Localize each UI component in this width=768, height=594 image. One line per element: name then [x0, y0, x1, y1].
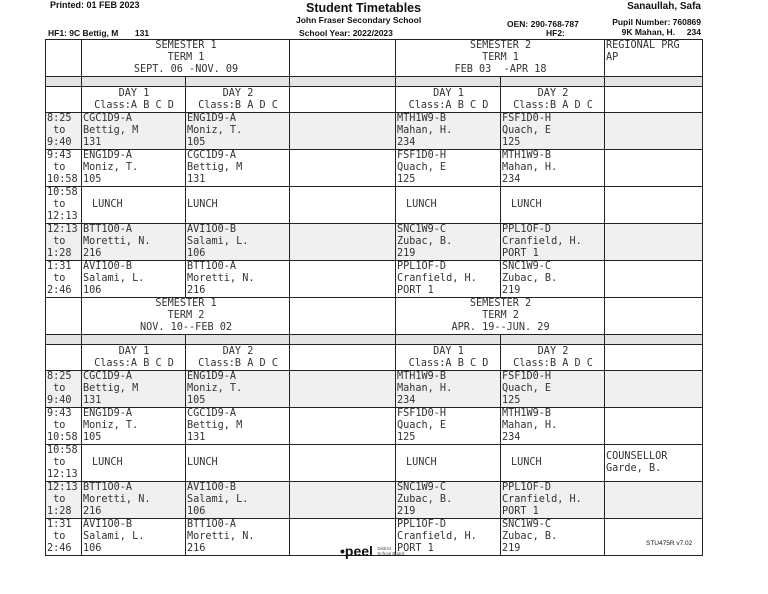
separator-cell — [82, 77, 186, 87]
day-header: DAY 2 Class:B A D C — [501, 345, 605, 371]
blank-column — [290, 150, 396, 187]
separator-cell — [290, 77, 396, 87]
period-row — [46, 224, 703, 261]
period-time: 12:13 to 1:28 — [46, 482, 82, 519]
logo-district: District — [377, 546, 392, 551]
semester-title: SEMESTER 2 — [469, 298, 532, 309]
separator-cell — [396, 77, 501, 87]
period-row — [46, 187, 703, 224]
day-header: DAY 2 Class:B A D C — [186, 87, 290, 113]
course-cell: PPL1OF-D Cranfield, H. PORT 1 — [396, 519, 501, 556]
semester-block — [82, 298, 290, 335]
semester-header-row — [46, 298, 703, 335]
separator-cell — [186, 77, 290, 87]
course-cell: ENG1D9-A Moniz, T. 105 — [82, 150, 186, 187]
course-cell: FSF1D0-H Quach, E 125 — [501, 371, 605, 408]
course-cell: MTH1W9-B Mahan, H. 234 — [396, 113, 501, 150]
logo-board: School Board — [377, 551, 405, 556]
course-cell: CGC1D9-A Bettig, M 131 — [82, 113, 186, 150]
homeform-1: HF1: 9C Bettig, M 131 — [48, 28, 150, 38]
day-header-row — [46, 345, 703, 371]
blank-column — [290, 261, 396, 298]
semester-term: TERM 2 — [167, 310, 205, 321]
course-cell: AVI1O0-B Salami, L. 106 — [186, 224, 290, 261]
semester-dates: SEPT. 06 -NOV. 09 — [133, 64, 239, 75]
extra-cell — [605, 371, 703, 408]
course-cell: SNC1W9-C Zubac, B. 219 — [501, 261, 605, 298]
extra-header — [605, 298, 703, 335]
period-time: 10:58 to 12:13 — [46, 187, 82, 224]
blank-column — [290, 371, 396, 408]
period-row — [46, 150, 703, 187]
time-corner — [46, 40, 82, 77]
blank-column — [290, 482, 396, 519]
course-cell: SNC1W9-C Zubac, B. 219 — [396, 482, 501, 519]
lunch-cell: LUNCH — [501, 445, 605, 482]
course-cell: MTH1W9-B Mahan, H. 234 — [501, 408, 605, 445]
course-cell: SNC1W9-C Zubac, B. 219 — [501, 519, 605, 556]
day-header: DAY 1 Class:A B C D — [396, 345, 501, 371]
blank-column — [290, 298, 396, 335]
day-header: DAY 1 Class:A B C D — [82, 345, 186, 371]
extra-cell — [605, 519, 703, 556]
lunch-cell: LUNCH — [396, 187, 501, 224]
semester-header-row — [46, 40, 703, 77]
semester-title: SEMESTER 2 — [469, 40, 532, 51]
separator-cell — [46, 335, 82, 345]
course-cell: BTT1O0-A Moretti, N. 216 — [82, 482, 186, 519]
period-time: 1:31 to 2:46 — [46, 519, 82, 556]
course-cell: MTH1W9-B Mahan, H. 234 — [396, 371, 501, 408]
extra-cell — [605, 150, 703, 187]
course-cell: ENG1D9-A Moniz, T. 105 — [186, 113, 290, 150]
blank-column — [290, 445, 396, 482]
course-cell: BTT1O0-A Moretti, N. 216 — [186, 519, 290, 556]
separator-cell — [501, 77, 605, 87]
semester-term: TERM 1 — [482, 52, 519, 63]
course-cell: CGC1D9-A Bettig, M 131 — [186, 150, 290, 187]
printed-date: Printed: 01 FEB 2023 — [50, 0, 140, 10]
period-time: 1:31 to 2:46 — [46, 261, 82, 298]
extra-cell — [605, 224, 703, 261]
separator-cell — [186, 335, 290, 345]
lunch-cell: LUNCH — [186, 187, 290, 224]
course-cell: CGC1D9-A Bettig, M 131 — [186, 408, 290, 445]
blank-column — [290, 408, 396, 445]
course-cell: ENG1D9-A Moniz, T. 105 — [186, 371, 290, 408]
course-cell: PPL1OF-D Cranfield, H. PORT 1 — [501, 224, 605, 261]
semester-block — [82, 40, 290, 77]
report-version: STU475R v7.02 — [646, 540, 693, 547]
period-time: 9:43 to 10:58 — [46, 150, 82, 187]
separator-cell — [501, 335, 605, 345]
separator-cell — [46, 77, 82, 87]
course-cell: BTT1O0-A Moretti, N. 216 — [186, 261, 290, 298]
oen-number: OEN: 290-768-787 — [507, 19, 579, 29]
period-time: 8:25 to 9:40 — [46, 371, 82, 408]
course-cell: MTH1W9-B Mahan, H. 234 — [501, 150, 605, 187]
lunch-cell: LUNCH — [82, 187, 186, 224]
semester-dates: NOV. 10--FEB 02 — [139, 322, 232, 333]
period-time: 9:43 to 10:58 — [46, 408, 82, 445]
separator-cell — [396, 335, 501, 345]
period-time: 10:58 to 12:13 — [46, 445, 82, 482]
blank-column — [290, 40, 396, 77]
blank-column — [290, 187, 396, 224]
lunch-cell: LUNCH — [186, 445, 290, 482]
day-header: DAY 1 Class:A B C D — [82, 87, 186, 113]
blank-column — [290, 113, 396, 150]
extra-header: REGIONAL PRG AP — [605, 40, 703, 77]
course-cell: FSF1D0-H Quach, E 125 — [396, 408, 501, 445]
course-cell: AVI1O0-B Salami, L. 106 — [82, 261, 186, 298]
semester-block — [396, 40, 605, 77]
course-cell: FSF1D0-H Quach, E 125 — [501, 113, 605, 150]
separator-cell — [605, 77, 703, 87]
extra-cell — [605, 482, 703, 519]
lunch-cell: LUNCH — [82, 445, 186, 482]
lunch-cell: LUNCH — [501, 187, 605, 224]
extra-cell: COUNSELLOR Garde, B. — [605, 445, 703, 482]
day-header: DAY 2 Class:B A D C — [186, 345, 290, 371]
period-row — [46, 482, 703, 519]
extra-cell — [605, 113, 703, 150]
semester-term: TERM 2 — [482, 310, 519, 321]
blank-column — [290, 87, 396, 113]
period-time: 12:13 to 1:28 — [46, 224, 82, 261]
semester-block — [396, 298, 605, 335]
pupil-number: Pupil Number: 760869 — [612, 17, 701, 27]
page-title: Student Timetables — [306, 1, 422, 15]
extra-cell — [605, 408, 703, 445]
day-header-row — [46, 87, 703, 113]
period-row — [46, 371, 703, 408]
logo-wordmark: •peel — [340, 543, 373, 559]
course-cell: CGC1D9-A Bettig, M 131 — [82, 371, 186, 408]
homeform-2-teacher: 9K Mahan, H. 234 — [621, 27, 701, 37]
blank-column — [290, 224, 396, 261]
extra-cell — [605, 187, 703, 224]
day-header: DAY 1 Class:A B C D — [396, 87, 501, 113]
semester-dates: APR. 19--JUN. 29 — [451, 322, 550, 333]
extra-column — [605, 87, 703, 113]
semester-title: SEMESTER 1 — [155, 298, 217, 309]
period-row — [46, 261, 703, 298]
timetable — [45, 39, 703, 556]
peel-logo — [340, 543, 404, 561]
course-cell: FSF1D0-H Quach, E 125 — [396, 150, 501, 187]
course-cell: BTT1O0-A Moretti, N. 216 — [82, 224, 186, 261]
extra-column — [605, 345, 703, 371]
course-cell: PPL1OF-D Cranfield, H. PORT 1 — [396, 261, 501, 298]
homeform-2: HF2: — [546, 28, 565, 38]
student-name: Sanaullah, Safa — [627, 1, 701, 12]
lunch-cell: LUNCH — [396, 445, 501, 482]
semester-dates: FEB 03 -APR 18 — [454, 64, 547, 75]
semester-term: TERM 1 — [167, 52, 205, 63]
time-corner — [46, 298, 82, 335]
course-cell: ENG1D9-A Moniz, T. 105 — [82, 408, 186, 445]
course-cell: AVI1O0-B Salami, L. 106 — [186, 482, 290, 519]
separator-cell — [82, 335, 186, 345]
period-time: 8:25 to 9:40 — [46, 113, 82, 150]
time-corner — [46, 345, 82, 371]
school-name: John Fraser Secondary School — [296, 15, 422, 25]
period-row — [46, 408, 703, 445]
course-cell: AVI1O0-B Salami, L. 106 — [82, 519, 186, 556]
course-cell: SNC1W9-C Zubac, B. 219 — [396, 224, 501, 261]
time-corner — [46, 87, 82, 113]
period-row — [46, 113, 703, 150]
separator-row — [46, 335, 703, 345]
course-cell: PPL1OF-D Cranfield, H. PORT 1 — [501, 482, 605, 519]
blank-column — [290, 345, 396, 371]
semester-title: SEMESTER 1 — [155, 40, 217, 51]
separator-row — [46, 77, 703, 87]
extra-cell — [605, 261, 703, 298]
separator-cell — [290, 335, 396, 345]
school-year: School Year: 2022/2023 — [299, 28, 393, 38]
day-header: DAY 2 Class:B A D C — [501, 87, 605, 113]
separator-cell — [605, 335, 703, 345]
period-row — [46, 445, 703, 482]
